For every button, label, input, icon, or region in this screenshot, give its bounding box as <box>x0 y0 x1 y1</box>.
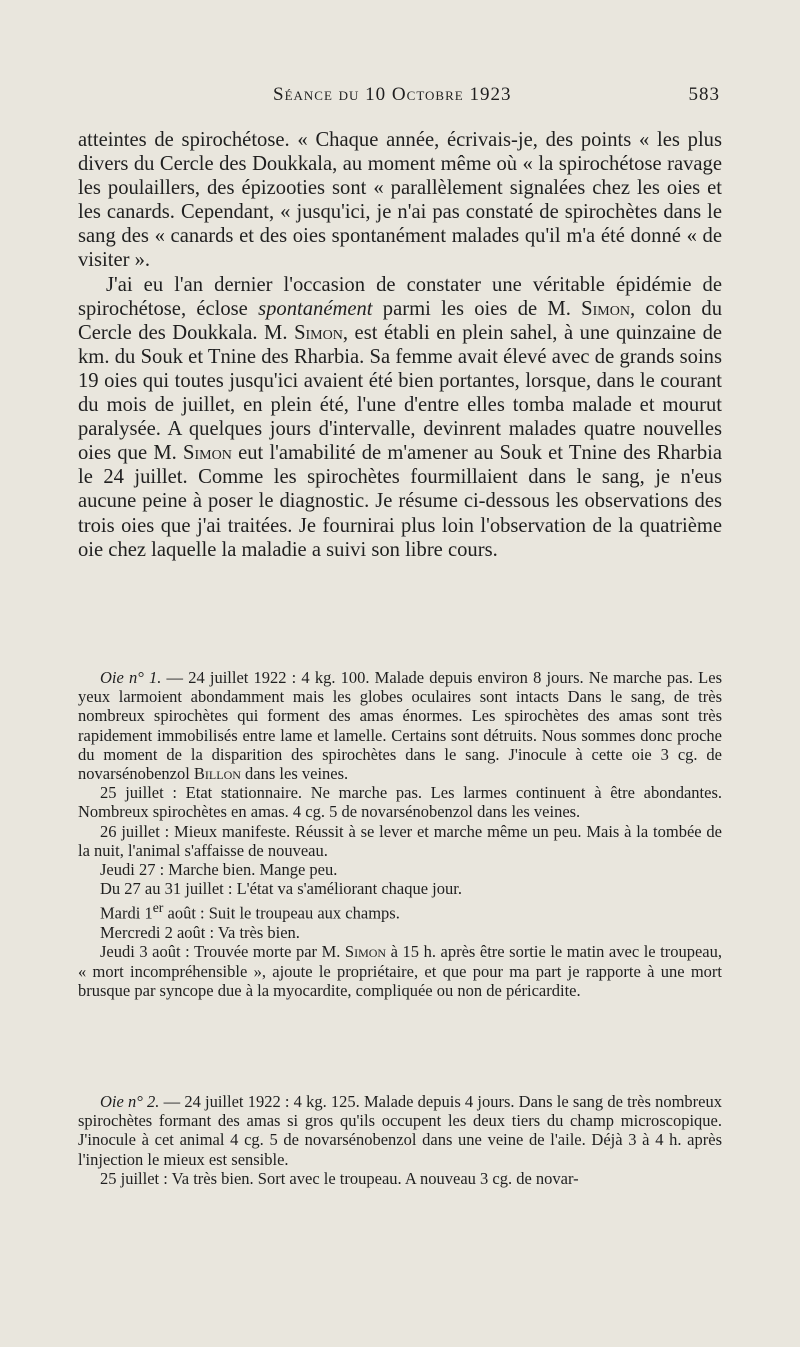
emphasis: spontanément <box>258 297 373 320</box>
text-run: Mardi 1 <box>100 903 153 923</box>
text-run: — 24 juillet 1922 : 4 kg. 125. Malade depuis 4 jours. Dans le sang de très nombreux spirochètes formant des amas si gros qu'ils occupent les deux tiers du champ microscopique. J'inocule à cet animal 4 cg. 5 de novarsénobenzol dans une veine de l'aile. Déjà 3 à 4 h. après l'injection le mieux est sensible. <box>78 1092 723 1169</box>
page-number: 583 <box>688 84 720 105</box>
person-name: Simon <box>581 297 630 320</box>
text-run: — 24 juillet 1922 : 4 kg. 100. Malade depuis environ 8 jours. Ne marche pas. Les yeux larmoient abondamment mais les globes oculaires sont intacts Dans le sang, de très nombreux spirochètes qui forment des amas énormes. Les spirochètes des amas sont très rapidement immobilisés entre lame et lamelle. Certains sont détruits. Nous sommes donc proche du moment de la disparition des spirochètes dans le sang. J'inocule à cette oie 3 cg. de novarsénobenzol <box>78 668 722 784</box>
text-run: eut l'amabilité de m'amener au Souk et Tnine des Rharbia le 24 juillet. Comme les spirochètes fourmillaient dans le sang, je n'eus aucune peine à poser le diagnostic. Je résume ci-dessous les observations des trois oies que j'ai traitées. Je fournirai plus loin l'observation de la quatrième oie chez laquelle la maladie a suivi son libre cours. <box>78 442 722 561</box>
case-1-day-27-31: Du 27 au 31 juillet : L'état va s'améliorant chaque jour. <box>100 879 462 899</box>
case-1-aug-2: Mercredi 2 août : Va très bien. <box>100 923 300 943</box>
text-run: Jeudi 3 août : Trouvée morte par M. <box>100 942 345 962</box>
case-1-day-25: 25 juillet : Etat stationnaire. Ne marche pas. Les larmes continuent à être abondantes. Nombreux spirochètes en amas. 4 cg. 5 de novarsénobenzol dans les veines. <box>78 783 722 822</box>
text-run: J'ai eu l'an dernier l'occasion de constater une véritable épidémie de spirochétose, éclose <box>78 273 722 320</box>
paragraph-quote: atteintes de spirochétose. « Chaque année, écrivais-je, des points « les plus divers du Cercle des Doukkala, au moment même où « la spirochétose ravage les poulaillers, des épizooties sont « parallèlement signalées chez les oies et les canards. Cependant, « jusqu'ici, je n'ai pas constaté de spirochètes dans le sang des « canards et des oies spontanément malades qu'il m'a été donné « de visiter ». <box>78 129 722 272</box>
case-label: Oie n° 1. <box>100 668 162 687</box>
text-run: , est établi en plein sahel, à une quinzaine de km. du Souk et Tnine des Rharbia. Sa femme avait élevé avec de grands soins 19 oies qui toutes jusqu'ici avaient été bien portantes, lorsque, dans le courant du mois de juillet, en plein été, l'une d'entre elles tomba malade et mourut paralysée. A quelques jours d'intervalle, devinrent malades quatre nouvelles oies que M. <box>78 321 723 465</box>
case-label: Oie n° 2. <box>100 1092 160 1111</box>
case-goose-1 <box>78 668 722 1000</box>
person-name: Simon <box>294 321 343 344</box>
person-name: Simon <box>344 942 387 962</box>
text-run: dans les veines. <box>240 764 349 784</box>
text-run: à 15 h. après être sortie le matin avec le troupeau, « mort incompréhensible », ajoute le propriétaire, et que pour ma part je rapporte à une mort brusque par syncope due à la myocardite, compliquée ou non de péricardite. <box>78 942 723 1000</box>
case-1-aug-3 <box>78 942 722 1000</box>
superscript: er <box>152 900 164 916</box>
running-header <box>78 84 720 114</box>
case-1-day-27: Jeudi 27 : Marche bien. Mange peu. <box>100 860 338 880</box>
case-1-intro <box>78 668 722 783</box>
person-name: Billon <box>193 764 241 784</box>
text-run: , colon du Cercle des Doukkala. M. <box>78 297 723 344</box>
case-2-day-25: 25 juillet : Va très bien. Sort avec le troupeau. A nouveau 3 cg. de novar- <box>100 1168 579 1188</box>
main-text <box>78 128 722 562</box>
paragraph-epidemic <box>78 273 722 562</box>
person-name: Simon <box>183 442 232 465</box>
text-run: parmi les oies de M. <box>372 297 582 320</box>
case-2-intro <box>78 1092 722 1169</box>
case-goose-2 <box>78 1092 722 1188</box>
running-title: Séance du 10 Octobre 1923 <box>273 84 512 105</box>
case-1-aug-1 <box>78 898 722 923</box>
case-1-day-26: 26 juillet : Mieux manifeste. Réussit à se lever et marche même un peu. Mais à la tombée de la nuit, l'animal s'affaisse de nouveau. <box>78 821 722 860</box>
text-run: août : Suit le troupeau aux champs. <box>163 903 400 923</box>
